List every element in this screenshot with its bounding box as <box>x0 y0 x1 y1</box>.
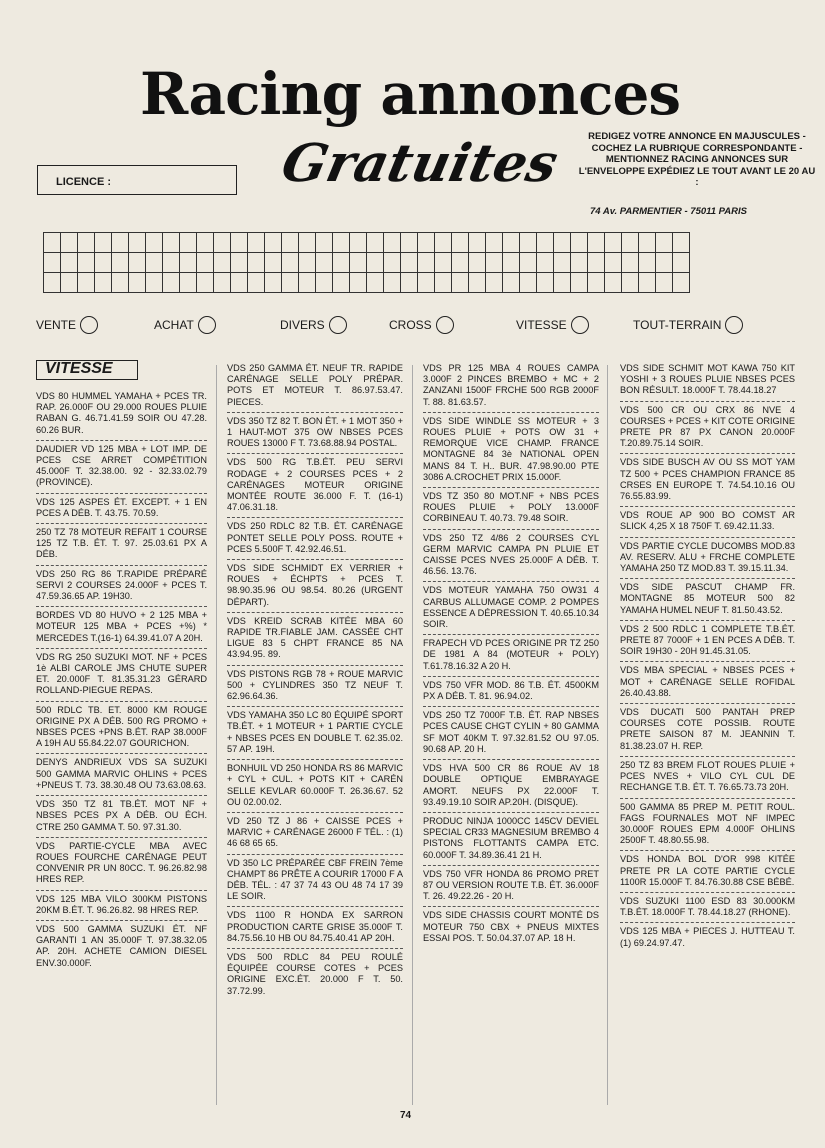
grid-cell[interactable] <box>129 253 146 273</box>
grid-cell[interactable] <box>622 233 639 253</box>
checkbox-circle[interactable] <box>80 316 98 334</box>
grid-cell[interactable] <box>316 233 333 253</box>
ads-column-2 <box>227 360 403 1001</box>
grid-cell[interactable] <box>401 273 418 293</box>
grid-cell[interactable] <box>520 253 537 273</box>
column-divider <box>607 365 608 1105</box>
classified-ad: VDS TZ 350 80 MOT.NF + NBS PCES ROUES PLUIE + POLY 13.000F CORBINEAU T. 40.73. 79.48 SOIR. <box>423 488 599 530</box>
ads-column-4 <box>620 360 795 953</box>
classified-ad: VDS HONDA BOL D'OR 998 KITÉE PRETE PR LA COTE PARTIE CYCLE 1100R 15.000F T. 84.76.30.88 CSE BÉBÉ. <box>620 851 795 893</box>
rubrique-vitesse[interactable] <box>516 316 589 334</box>
grid-cell[interactable] <box>129 273 146 293</box>
classified-ad: VDS PR 125 MBA 4 ROUES CAMPA 3.000F 2 PINCES BREMBO + MC + 2 ZANZANI 1500F FRCHE 500 RGB 2000F T. 88. 81.63.57. <box>423 360 599 413</box>
grid-cell[interactable] <box>248 273 265 293</box>
grid-cell[interactable] <box>333 253 350 273</box>
grid-cell[interactable] <box>197 253 214 273</box>
grid-cell[interactable] <box>435 273 452 293</box>
grid-cell[interactable] <box>656 253 673 273</box>
grid-cell[interactable] <box>452 273 469 293</box>
classified-ad: VDS HVA 500 CR 86 ROUE AV 18 DOUBLE OPTIQUE EMBRAYAGE AMORT. NEUFS PX 22.000F T. 93.49.19.10 SOIR AP.20H. (DISQUE). <box>423 760 599 813</box>
classified-ad: DAUDIER VD 125 MBA + LOT IMP. DE PCES CSE ARRET COMPÉTITION 45.000F T. 32.38.00. 92 - 32.33.02.79 (PROVINCE). <box>36 441 207 494</box>
grid-cell[interactable] <box>486 233 503 253</box>
classified-ad: 250 TZ 78 MOTEUR REFAIT 1 COURSE 125 TZ T.B. ÉT. T. 97. 25.03.61 PX A DÉB. <box>36 524 207 566</box>
grid-cell[interactable] <box>265 273 282 293</box>
classified-ad: VDS 250 GAMMA ÉT. NEUF TR. RAPIDE CARÉNAGE SELLE POLY PRÉPAR. POTS ET MOTEUR T. 86.97.53.47. PIECES. <box>227 360 403 413</box>
grid-cell[interactable] <box>452 233 469 253</box>
grid-row <box>44 273 690 293</box>
classified-ad: BORDES VD 80 HUVO + 2 125 MBA + MOTEUR 125 MBA + PCES +%) * MERCEDES T.(16-1) 64.39.41.07 A 20H. <box>36 607 207 649</box>
grid-cell[interactable] <box>316 273 333 293</box>
ads-column-1 <box>36 360 207 973</box>
grid-cell[interactable] <box>537 273 554 293</box>
classified-ad: VDS 2 500 RDLC 1 COMPLETE T.B.ÉT. PRETE 87 7000F + 1 EN PCES A DÉB. T. SOIR 19H30 - 20H 91.45.31.05. <box>620 621 795 663</box>
licence-label: LICENCE : <box>56 176 111 188</box>
section-title: VITESSE <box>36 360 138 380</box>
grid-cell[interactable] <box>78 253 95 273</box>
checkbox-circle[interactable] <box>725 316 743 334</box>
grid-cell[interactable] <box>299 273 316 293</box>
grid-cell[interactable] <box>537 253 554 273</box>
grid-cell[interactable] <box>588 253 605 273</box>
classified-ad: VDS ROUE AP 900 BO COMST AR SLICK 4,25 X 18 750F T. 69.42.11.33. <box>620 507 795 537</box>
grid-cell[interactable] <box>656 273 673 293</box>
classified-ad: VDS 125 MBA + PIECES J. HUTTEAU T.(1) 69.24.97.47. <box>620 926 795 948</box>
page-title: Racing annonces <box>140 60 681 128</box>
classified-ad: VDS 350 TZ 82 T. BON ÉT. + 1 MOT 350 + 1 HAUT-MOT 375 OW NBSES PCES ROUES 13000 F T. 73.68.88.94 POSTAL. <box>227 413 403 455</box>
grid-cell[interactable] <box>673 253 690 273</box>
grid-cell[interactable] <box>588 273 605 293</box>
classified-ad: VDS SIDE SCHMIT MOT KAWA 750 KIT YOSHI + 3 ROUES PLUIE NBSES PCES BON RÉSULT. 18.000F T. 78.44.18.27 <box>620 360 795 402</box>
grid-cell[interactable] <box>95 273 112 293</box>
rubrique-label: ACHAT <box>154 318 194 332</box>
classified-ad: VDS 750 VFR HONDA 86 PROMO PRET 87 OU VERSION ROUTE T.B. ÉT. 36.000F T. 26. 49.22.26 - 20 H. <box>423 866 599 908</box>
grid-cell[interactable] <box>163 233 180 253</box>
grid-cell[interactable] <box>673 273 690 293</box>
grid-cell[interactable] <box>571 233 588 253</box>
grid-cell[interactable] <box>112 233 129 253</box>
grid-cell[interactable] <box>197 233 214 253</box>
classified-ad: 500 GAMMA 85 PREP M. PETIT ROUL. FAGS FOURNALES MOT NF IMPEC 30.000F ROUES EPM 4.000F OHLINS 2500F T. 48.80.55.98. <box>620 799 795 852</box>
grid-cell[interactable] <box>486 273 503 293</box>
classified-ad: 250 TZ 83 BREM FLOT ROUES PLUIE + PCES NVES + VILO CYL CUL DE RECHANGE T.B. ÉT. T. 76.65.73.73 20H. <box>620 757 795 799</box>
mailing-address: 74 Av. PARMENTIER - 75011 PARIS <box>590 206 747 217</box>
grid-cell[interactable] <box>622 253 639 273</box>
classified-ad: VDS MBA SPECIAL + NBSES PCES + MOT + CARÉNAGE SELLE ROFIDAL 26.40.43.88. <box>620 662 795 704</box>
grid-cell[interactable] <box>163 273 180 293</box>
grid-row <box>44 253 690 273</box>
grid-cell[interactable] <box>333 233 350 253</box>
grid-cell[interactable] <box>146 273 163 293</box>
rubrique-selector <box>36 316 796 338</box>
grid-cell[interactable] <box>44 273 61 293</box>
licence-field[interactable] <box>37 165 237 195</box>
checkbox-circle[interactable] <box>198 316 216 334</box>
grid-cell[interactable] <box>503 253 520 273</box>
classified-ad: VDS 250 TZ 7000F T.B. ÉT. RAP NBSES PCES CAUSE CHGT CYLIN + 80 GAMMA SF MOT 40KM T. 97.32.81.52 OU 97.05. 90.68 AP. 20 H. <box>423 707 599 760</box>
classified-ad: VDS 500 CR OU CRX 86 NVE 4 COURSES + PCES + KIT COTE ORIGINE PRETE PR 87 PX CANON 20.000F T.20.89.75.14 SOIR. <box>620 402 795 455</box>
grid-cell[interactable] <box>129 233 146 253</box>
classified-ad: VDS SIDE CHASSIS COURT MONTÉ DS MOTEUR 750 CBX + PNEUS MIXTES ESSAI POS. T. 50.04.37.07 AP. 18 H. <box>423 910 599 943</box>
grid-cell[interactable] <box>554 233 571 253</box>
classified-ad: VDS PARTIE CYCLE DUCOMBS MOD.83 AV. RESERV. ALU + FRCHE COMPLETE YAMAHA 250 TZ MOD.83 T. 39.15.11.34. <box>620 538 795 580</box>
grid-cell[interactable] <box>44 233 61 253</box>
page-number: 74 <box>400 1110 412 1121</box>
ad-entry-grid[interactable] <box>43 232 690 293</box>
grid-row <box>44 233 690 253</box>
classified-ad: DENYS ANDRIEUX VDS SA SUZUKI 500 GAMMA MARVIC OHLINS + PCES +PNEUS T. 73. 38.30.48 OU 73.63.08.63. <box>36 754 207 796</box>
classified-ad: VD 250 TZ J 86 + CAISSE PCES + MARVIC + CARÉNAGE 26000 F TÉL. : (1) 46 68 65 65. <box>227 813 403 855</box>
classified-ad: VDS MOTEUR YAMAHA 750 OW31 4 CARBUS ALLUMAGE COMP. 2 POMPES ESSENCE A DÉPRESSION T. 40.65.10.34 SOIR. <box>423 582 599 635</box>
grid-cell[interactable] <box>163 253 180 273</box>
grid-cell[interactable] <box>435 253 452 273</box>
grid-cell[interactable] <box>384 253 401 273</box>
classified-ad: VDS SIDE PASCUT CHAMP FR. MONTAGNE 85 MOTEUR 500 82 YAMAHA HUMEL NEUF T. 81.50.43.52. <box>620 579 795 621</box>
grid-cell[interactable] <box>231 273 248 293</box>
grid-cell[interactable] <box>316 253 333 273</box>
grid-cell[interactable] <box>469 273 486 293</box>
rubrique-cross[interactable] <box>389 316 454 334</box>
classified-ad: VDS RG 250 SUZUKI MOT. NF + PCES 1è ALBI CAROLE JMS CHUTE SUPER ET. 20.000F T. 81.35.31.23 GÉRARD ROLLAND-PIEGUE REPAS. <box>36 649 207 702</box>
grid-cell[interactable] <box>367 233 384 253</box>
grid-cell[interactable] <box>486 253 503 273</box>
script-title: Gratuites <box>276 133 563 194</box>
rubrique-label: DIVERS <box>280 318 325 332</box>
grid-cell[interactable] <box>197 273 214 293</box>
grid-cell[interactable] <box>299 233 316 253</box>
grid-cell[interactable] <box>418 253 435 273</box>
column-divider <box>216 365 217 1105</box>
classified-ad: VDS 80 HUMMEL YAMAHA + PCES TR. RAP. 26.000F OU 29.000 ROUES PLUIE RABAN G. 46.71.41.59 SOIR OU 47.28. 60.26 BUR. <box>36 388 207 441</box>
grid-cell[interactable] <box>656 233 673 253</box>
classified-ad: VDS 750 VFR MOD. 86 T.B. ÉT. 4500KM PX A DÉB. T. 81. 96.94.02. <box>423 677 599 707</box>
classified-ad: VDS SIDE BUSCH AV OU SS MOT YAM TZ 500 + PCES CHAMPION FRANCE 85 CRSES EN EUROPE T. 74.54.10.16 OU 76.55.83.99. <box>620 454 795 507</box>
classified-ad: VDS KREID SCRAB KITÉE MBA 60 RAPIDE TR.FIABLE JAM. CASSÉE CHT LIGUE 83 5 CHPT FRANCE 85 NA 43.94.95. 89. <box>227 613 403 666</box>
classified-ad: VDS 250 RDLC 82 T.B. ÉT. CARÉNAGE PONTET SELLE POLY POSS. ROUTE + PCES 5.500F T. 42.92.46.51. <box>227 518 403 560</box>
grid-cell[interactable] <box>299 253 316 273</box>
classified-ad: VDS PARTIE-CYCLE MBA AVEC ROUES FOURCHE CARÉNAGE PEUT CONVENIR PR UN 80CC. T. 96.26.82.98 HRES REP. <box>36 838 207 891</box>
grid-cell[interactable] <box>248 233 265 253</box>
classified-ad: VDS YAMAHA 350 LC 80 ÉQUIPÉ SPORT TB.ÉT. + 1 MOTEUR + 1 PARTIE CYCLE + NBSES PCES EN DOUBLE T. 62.35.02. 57 AP. 19H. <box>227 707 403 760</box>
classified-ad: VDS 250 RG 86 T.RAPIDE PRÉPARÉ SERVI 2 COURSES 24.000F + PCES T. 47.59.36.65 AP. 19H30. <box>36 566 207 608</box>
grid-cell[interactable] <box>180 253 197 273</box>
grid-cell[interactable] <box>588 233 605 253</box>
grid-cell[interactable] <box>384 273 401 293</box>
rubrique-tout-terrain[interactable] <box>633 316 743 334</box>
classified-ad: PRODUC NINJA 1000CC 145CV DEVIEL SPECIAL CR33 MAGNESIUM BREMBO 4 PISTONS FLOTTANTS CAMPA ETC. 60.000F T. 34.89.36.41 21 H. <box>423 813 599 866</box>
grid-cell[interactable] <box>384 233 401 253</box>
grid-cell[interactable] <box>78 233 95 253</box>
classified-ad: VDS SIDE SCHMIDT EX VERRIER + ROUES + ÉCHPTS + PCES T. 98.90.35.96 OU 98.54. 80.26 (URGENT DÉPART). <box>227 560 403 613</box>
classified-ad: VDS DUCATI 500 PANTAH PREP COURSES COTE POSSIB. ROUTE PRETE SAISON 87 M. JEANNIN T. 81.38.23.07 H. REP. <box>620 704 795 757</box>
grid-cell[interactable] <box>231 253 248 273</box>
classified-ad: VDS 125 ASPES ÉT. EXCEPT. + 1 EN PCES A DÉB. T. 43.75. 70.59. <box>36 494 207 524</box>
grid-cell[interactable] <box>503 273 520 293</box>
grid-cell[interactable] <box>282 253 299 273</box>
grid-cell[interactable] <box>282 233 299 253</box>
grid-cell[interactable] <box>367 273 384 293</box>
grid-cell[interactable] <box>503 233 520 253</box>
grid-cell[interactable] <box>622 273 639 293</box>
grid-cell[interactable] <box>146 253 163 273</box>
grid-cell[interactable] <box>265 233 282 253</box>
grid-cell[interactable] <box>367 253 384 273</box>
grid-cell[interactable] <box>605 253 622 273</box>
grid-cell[interactable] <box>639 273 656 293</box>
grid-cell[interactable] <box>673 233 690 253</box>
rubrique-label: VENTE <box>36 318 77 332</box>
ads-column-3 <box>423 360 599 948</box>
grid-cell[interactable] <box>401 233 418 253</box>
grid-cell[interactable] <box>78 273 95 293</box>
grid-cell[interactable] <box>418 273 435 293</box>
grid-cell[interactable] <box>639 233 656 253</box>
grid-cell[interactable] <box>554 253 571 273</box>
grid-cell[interactable] <box>350 273 367 293</box>
grid-cell[interactable] <box>639 253 656 273</box>
grid-cell[interactable] <box>214 253 231 273</box>
grid-cell[interactable] <box>350 233 367 253</box>
grid-cell[interactable] <box>333 273 350 293</box>
grid-cell[interactable] <box>418 233 435 253</box>
grid-cell[interactable] <box>282 273 299 293</box>
classified-ad: VDS 350 TZ 81 TB.ÉT. MOT NF + NBSES PCES PX A DÉB. OU ÉCH. CTRE 250 GAMMA T. 50. 97.31.30. <box>36 796 207 838</box>
grid-cell[interactable] <box>401 253 418 273</box>
classified-ad: VDS 1100 R HONDA EX SARRON PRODUCTION CARTE GRISE 35.000F T. 84.75.56.10 HB OU 84.75.40.41 AP 20H. <box>227 907 403 949</box>
grid-cell[interactable] <box>605 273 622 293</box>
grid-cell[interactable] <box>350 253 367 273</box>
classified-ad: VDS 500 GAMMA SUZUKI ÉT. NF GARANTI 1 AN 35.000F T. 97.38.32.05 AP. 20H. ACHETE CAMION DIESEL ENV.30.000F. <box>36 923 207 968</box>
grid-cell[interactable] <box>571 253 588 273</box>
classified-ad: VDS 250 TZ 4/86 2 COURSES CYL GERM MARVIC CAMPA PN PLUIE ET CAISSE PCES NVES 25.000F A DÉB. T. 46.56. 13.76. <box>423 530 599 583</box>
grid-cell[interactable] <box>61 253 78 273</box>
grid-cell[interactable] <box>248 253 265 273</box>
checkbox-circle[interactable] <box>571 316 589 334</box>
classified-ad: VDS 500 RG T.B.ÉT. PEU SERVI RODAGE + 2 COURSES PCES + 2 CARÉNAGES MOTEUR ORIGINE MONTÉE ROUTE 36.000 F. T. (16-1) 47.06.31.18. <box>227 454 403 518</box>
grid-cell[interactable] <box>112 253 129 273</box>
classified-ad: VDS 500 RDLC 84 PEU ROULÉ ÉQUIPÉE COURSE COTES + PCES ORIGINE EXC.ÉT. 20.000 F T. 50. 37.72.99. <box>227 951 403 996</box>
grid-cell[interactable] <box>180 273 197 293</box>
grid-cell[interactable] <box>469 233 486 253</box>
grid-cell[interactable] <box>214 273 231 293</box>
classified-ad: 500 RDLC TB. ET. 8000 KM ROUGE ORIGINE PX A DÉB. 500 RG PROMO + NBSES PCES +PNS B.ÉT. RAP 38.000F A 19H AU 55.84.22.07 GOURICHON. <box>36 702 207 755</box>
column-divider <box>412 365 413 1105</box>
grid-cell[interactable] <box>571 273 588 293</box>
classified-ad: VDS SIDE WINDLE SS MOTEUR + 3 ROUES PLUIE + POTS OW 31 + REMORQUE VICE CHAMP. FRANCE MONTAGNE 84 3è NATIONAL OPEN MANS 84 T. H.. BUR. 47.98.90.00 PTE 3086 A.CROCHET PRIX 15.000F. <box>423 413 599 488</box>
rubrique-achat[interactable] <box>154 316 216 334</box>
grid-cell[interactable] <box>61 273 78 293</box>
grid-cell[interactable] <box>537 233 554 253</box>
classified-ad: VDS SUZUKI 1100 ESD 83 30.000KM T.B.ÉT. 18.000F T. 78.44.18.27 (RHONE). <box>620 893 795 923</box>
grid-cell[interactable] <box>214 233 231 253</box>
classified-ad: VD 350 LC PRÉPARÉE CBF FREIN 7ème CHAMPT 86 PRÊTE A COURIR 17000 F A DÉB. TÉL. : 47 37 74 43 OU 48 74 17 39 LE SOIR. <box>227 855 403 908</box>
classified-ad: FRAPECH VD PCES ORIGINE PR TZ 250 DE 1981 A 84 (MOTEUR + POLY) T.61.78.16.32 A 20 H. <box>423 635 599 677</box>
grid-cell[interactable] <box>605 233 622 253</box>
grid-cell[interactable] <box>231 233 248 253</box>
grid-cell[interactable] <box>520 233 537 253</box>
classified-ad: BONHUIL VD 250 HONDA RS 86 MARVIC + CYL + CUL. + POTS KIT + CARÉN SELLE KEVLAR 60.000F T. 26.36.67. 52 OU 02.00.02. <box>227 760 403 813</box>
rubrique-label: TOUT-TERRAIN <box>633 318 722 332</box>
rubrique-divers[interactable] <box>280 316 347 334</box>
grid-cell[interactable] <box>520 273 537 293</box>
grid-cell[interactable] <box>44 253 61 273</box>
grid-cell[interactable] <box>95 233 112 253</box>
checkbox-circle[interactable] <box>329 316 347 334</box>
grid-cell[interactable] <box>146 233 163 253</box>
grid-cell[interactable] <box>452 253 469 273</box>
grid-cell[interactable] <box>112 273 129 293</box>
rubrique-label: CROSS <box>389 318 432 332</box>
grid-cell[interactable] <box>180 233 197 253</box>
grid-cell[interactable] <box>554 273 571 293</box>
classified-ad: VDS PISTONS RGB 78 + ROUE MARVIC 500 + CYLINDRES 350 TZ NEUF T. 62.96.64.36. <box>227 666 403 708</box>
rubrique-vente[interactable] <box>36 316 98 334</box>
grid-cell[interactable] <box>435 233 452 253</box>
grid-cell[interactable] <box>95 253 112 273</box>
classified-ad: VDS 125 MBA VILO 300KM PISTONS 20KM B.ÉT. T. 96.26.82. 98 HRES REP. <box>36 891 207 921</box>
rubrique-label: VITESSE <box>516 318 567 332</box>
checkbox-circle[interactable] <box>436 316 454 334</box>
instructions-text: REDIGEZ VOTRE ANNONCE EN MAJUSCULES - COCHEZ LA RUBRIQUE CORRESPONDANTE - MENTIONNEZ RACING ANNONCES SUR L'ENVELOPPE EXPÉDIEZ LE TOUT AVANT LE 20 AU : <box>578 131 816 188</box>
grid-cell[interactable] <box>61 233 78 253</box>
grid-cell[interactable] <box>469 253 486 273</box>
grid-cell[interactable] <box>265 253 282 273</box>
